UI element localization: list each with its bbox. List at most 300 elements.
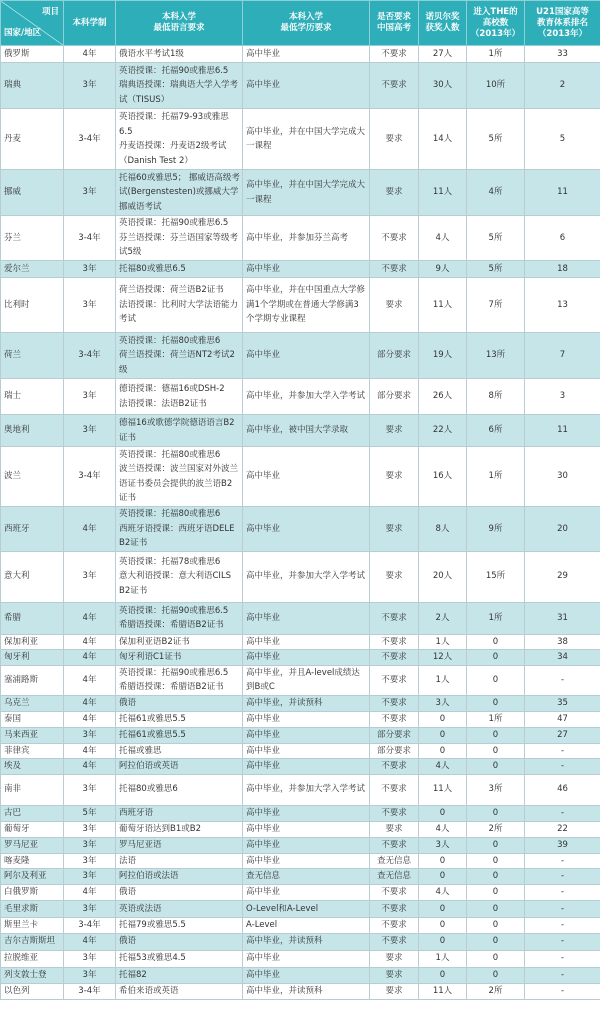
cell-years: 3年	[64, 278, 116, 333]
cell-years: 4年	[64, 602, 116, 634]
cell-education-requirement: 高中毕业	[243, 727, 370, 743]
table-row	[1, 170, 600, 216]
cell-u21-rank: 29	[525, 551, 600, 602]
cell-country: 古巴	[1, 805, 64, 821]
cell-u21-rank: -	[525, 933, 600, 950]
cell-years: 3年	[64, 837, 116, 853]
cell-years: 3年	[64, 551, 116, 602]
table-header-row	[1, 1, 600, 46]
cell-years: 3年	[64, 821, 116, 837]
cell-nobel: 27人	[419, 46, 467, 63]
cell-country: 拉脱维亚	[1, 950, 64, 967]
table-row	[1, 109, 600, 170]
cell-country: 以色列	[1, 983, 64, 999]
cell-u21-rank: 31	[525, 602, 600, 634]
cell-gaokao: 要求	[370, 983, 419, 999]
cell-language-requirement: 阿拉伯语或英语	[116, 759, 243, 775]
cell-the-count: 0	[467, 837, 525, 853]
cell-years: 3年	[64, 774, 116, 805]
cell-nobel: 30人	[419, 63, 467, 109]
cell-years: 3年	[64, 415, 116, 447]
cell-u21-rank: 33	[525, 46, 600, 63]
cell-language-requirement: 英语授课：托福90或雅思6.5 希腊语授课：希腊语B2证书	[116, 602, 243, 634]
cell-country: 丹麦	[1, 109, 64, 170]
cell-language-requirement: 葡萄牙语达到B1或B2	[116, 821, 243, 837]
cell-gaokao: 部分要求	[370, 379, 419, 415]
header-u21: U21国家高等 教育体系排名 （2013年）	[525, 1, 600, 46]
cell-u21-rank: -	[525, 759, 600, 775]
cell-years: 4年	[64, 743, 116, 759]
header-project: 项目	[41, 7, 59, 17]
cell-years: 3年	[64, 379, 116, 415]
cell-gaokao: 要求	[370, 170, 419, 216]
table-row	[1, 665, 600, 695]
table-row	[1, 602, 600, 634]
cell-the-count: 0	[467, 933, 525, 950]
cell-education-requirement: 高中毕业	[243, 507, 370, 552]
table-row	[1, 46, 600, 63]
cell-years: 3年	[64, 950, 116, 967]
cell-language-requirement: 俄语	[116, 885, 243, 901]
cell-education-requirement: 高中毕业，并在中国大学完成大一课程	[243, 170, 370, 216]
table-row	[1, 743, 600, 759]
cell-language-requirement: 英语授课：托福90或雅思6.5 希腊语授课：希腊语B2证书	[116, 665, 243, 695]
cell-language-requirement: 英语授课：托福80或雅思6 西班牙语授课：西班牙语DELE B2证书	[116, 507, 243, 552]
header-the: 进入THE的 高校数 （2013年）	[467, 1, 525, 46]
table-row	[1, 551, 600, 602]
table-row	[1, 983, 600, 999]
cell-years: 3年	[64, 853, 116, 869]
cell-education-requirement: 高中毕业，并参加芬兰高考	[243, 216, 370, 261]
cell-language-requirement: 托福80或雅思6.5	[116, 261, 243, 278]
cell-the-count: 0	[467, 869, 525, 885]
cell-nobel: 3人	[419, 837, 467, 853]
cell-nobel: 0	[419, 918, 467, 934]
cell-country: 瑞士	[1, 379, 64, 415]
cell-education-requirement: 高中毕业	[243, 805, 370, 821]
cell-u21-rank: 38	[525, 634, 600, 650]
cell-gaokao: 部分要求	[370, 333, 419, 379]
cell-education-requirement: 高中毕业，并参加大学入学考试	[243, 774, 370, 805]
cell-u21-rank: 34	[525, 650, 600, 666]
cell-education-requirement: 高中毕业	[243, 602, 370, 634]
cell-country: 吉尔吉斯斯坦	[1, 933, 64, 950]
cell-education-requirement: 高中毕业，并参加大学入学考试	[243, 551, 370, 602]
cell-country: 喀麦隆	[1, 853, 64, 869]
cell-country: 斯里兰卡	[1, 918, 64, 934]
cell-the-count: 2所	[467, 821, 525, 837]
cell-the-count: 0	[467, 634, 525, 650]
cell-language-requirement: 托福61或雅思5.5	[116, 727, 243, 743]
cell-the-count: 0	[467, 650, 525, 666]
cell-education-requirement: 高中毕业，并在中国大学完成大一课程	[243, 109, 370, 170]
table-row	[1, 901, 600, 918]
cell-the-count: 8所	[467, 379, 525, 415]
cell-language-requirement: 保加利亚语B2证书	[116, 634, 243, 650]
cell-gaokao: 要求	[370, 950, 419, 967]
cell-years: 3年	[64, 869, 116, 885]
cell-education-requirement: 高中毕业	[243, 759, 370, 775]
table-row	[1, 278, 600, 333]
cell-nobel: 0	[419, 711, 467, 727]
cell-nobel: 11人	[419, 983, 467, 999]
cell-language-requirement: 德福16或歌德学院德语语言B2证书	[116, 415, 243, 447]
header-country-project	[1, 1, 64, 46]
cell-country: 埃及	[1, 759, 64, 775]
cell-gaokao: 不要求	[370, 759, 419, 775]
cell-years: 3-4年	[64, 983, 116, 999]
header-nobel: 诺贝尔奖 获奖人数	[419, 1, 467, 46]
cell-u21-rank: -	[525, 665, 600, 695]
table-row	[1, 853, 600, 869]
cell-gaokao: 不要求	[370, 837, 419, 853]
cell-u21-rank: -	[525, 869, 600, 885]
cell-country: 菲律宾	[1, 743, 64, 759]
cell-nobel: 0	[419, 869, 467, 885]
cell-education-requirement: 高中毕业	[243, 333, 370, 379]
cell-nobel: 2人	[419, 602, 467, 634]
cell-u21-rank: 30	[525, 447, 600, 507]
cell-the-count: 0	[467, 950, 525, 967]
cell-language-requirement: 英语授课：托福78或雅思6 意大利语授课：意大利语CILS B2证书	[116, 551, 243, 602]
cell-the-count: 1所	[467, 602, 525, 634]
cell-u21-rank: -	[525, 901, 600, 918]
cell-education-requirement: 高中毕业	[243, 650, 370, 666]
cell-gaokao: 不要求	[370, 46, 419, 63]
cell-the-count: 3所	[467, 774, 525, 805]
cell-gaokao: 不要求	[370, 665, 419, 695]
cell-gaokao: 要求	[370, 109, 419, 170]
cell-years: 3-4年	[64, 216, 116, 261]
table-row	[1, 379, 600, 415]
cell-education-requirement: 查无信息	[243, 869, 370, 885]
cell-nobel: 11人	[419, 774, 467, 805]
cell-the-count: 0	[467, 743, 525, 759]
cell-language-requirement: 俄语	[116, 933, 243, 950]
table-row	[1, 415, 600, 447]
cell-years: 3年	[64, 170, 116, 216]
header-gaokao: 是否要求 中国高考	[370, 1, 419, 46]
cell-the-count: 6所	[467, 415, 525, 447]
cell-education-requirement: 高中毕业，并参加大学入学考试	[243, 379, 370, 415]
cell-years: 3年	[64, 727, 116, 743]
table-row	[1, 885, 600, 901]
cell-gaokao: 要求	[370, 415, 419, 447]
cell-the-count: 0	[467, 759, 525, 775]
cell-education-requirement: 高中毕业	[243, 46, 370, 63]
table-row	[1, 774, 600, 805]
cell-years: 3-4年	[64, 918, 116, 934]
cell-education-requirement: 高中毕业	[243, 967, 370, 983]
cell-nobel: 3人	[419, 695, 467, 711]
cell-years: 4年	[64, 665, 116, 695]
cell-gaokao: 不要求	[370, 918, 419, 934]
cell-u21-rank: 6	[525, 216, 600, 261]
cell-years: 3-4年	[64, 447, 116, 507]
cell-education-requirement: 高中毕业	[243, 853, 370, 869]
cell-nobel: 11人	[419, 278, 467, 333]
cell-education-requirement: 高中毕业	[243, 711, 370, 727]
cell-language-requirement: 英语授课：托福80或雅思6 荷兰语授课：荷兰语NT2考试2级	[116, 333, 243, 379]
cell-years: 3年	[64, 901, 116, 918]
cell-nobel: 9人	[419, 261, 467, 278]
table-row	[1, 333, 600, 379]
cell-nobel: 1人	[419, 665, 467, 695]
cell-country: 比利时	[1, 278, 64, 333]
cell-country: 葡萄牙	[1, 821, 64, 837]
table-row	[1, 695, 600, 711]
cell-education-requirement: 高中毕业，并读预科	[243, 983, 370, 999]
cell-years: 4年	[64, 695, 116, 711]
cell-the-count: 2所	[467, 983, 525, 999]
cell-the-count: 9所	[467, 507, 525, 552]
cell-years: 4年	[64, 711, 116, 727]
table-row	[1, 918, 600, 934]
table-row	[1, 650, 600, 666]
cell-education-requirement: 高中毕业	[243, 261, 370, 278]
cell-u21-rank: 35	[525, 695, 600, 711]
table-row	[1, 634, 600, 650]
cell-nobel: 16人	[419, 447, 467, 507]
cell-u21-rank: -	[525, 805, 600, 821]
cell-the-count: 0	[467, 727, 525, 743]
cell-language-requirement: 托福或雅思	[116, 743, 243, 759]
cell-u21-rank: 47	[525, 711, 600, 727]
cell-education-requirement: 高中毕业	[243, 885, 370, 901]
cell-language-requirement: 阿拉伯语或法语	[116, 869, 243, 885]
cell-u21-rank: 18	[525, 261, 600, 278]
table-row	[1, 805, 600, 821]
cell-education-requirement: O-Level和A-Level	[243, 901, 370, 918]
cell-nobel: 1人	[419, 950, 467, 967]
cell-u21-rank: -	[525, 853, 600, 869]
cell-gaokao: 不要求	[370, 634, 419, 650]
table-body	[1, 46, 600, 1000]
table-row	[1, 821, 600, 837]
cell-the-count: 5所	[467, 109, 525, 170]
cell-nobel: 0	[419, 901, 467, 918]
cell-gaokao: 要求	[370, 447, 419, 507]
table-row	[1, 447, 600, 507]
cell-language-requirement: 俄语	[116, 695, 243, 711]
cell-gaokao: 不要求	[370, 774, 419, 805]
cell-gaokao: 不要求	[370, 901, 419, 918]
cell-gaokao: 不要求	[370, 602, 419, 634]
cell-the-count: 1所	[467, 46, 525, 63]
cell-education-requirement: 高中毕业，并在中国重点大学修满1个学期或在普通大学修满3个学期专业课程	[243, 278, 370, 333]
cell-years: 3年	[64, 261, 116, 278]
cell-country: 乌克兰	[1, 695, 64, 711]
cell-country: 荷兰	[1, 333, 64, 379]
cell-gaokao: 不要求	[370, 711, 419, 727]
cell-the-count: 0	[467, 665, 525, 695]
cell-education-requirement: 高中毕业，并读预科	[243, 933, 370, 950]
cell-education-requirement: 高中毕业，并且A-level成绩达到B或C	[243, 665, 370, 695]
table-row	[1, 711, 600, 727]
cell-nobel: 4人	[419, 759, 467, 775]
cell-country: 俄罗斯	[1, 46, 64, 63]
cell-education-requirement: 高中毕业，被中国大学录取	[243, 415, 370, 447]
cell-gaokao: 不要求	[370, 216, 419, 261]
cell-nobel: 0	[419, 933, 467, 950]
header-country: 国家/地区	[4, 28, 42, 38]
cell-country: 西班牙	[1, 507, 64, 552]
table-row	[1, 261, 600, 278]
cell-years: 3年	[64, 63, 116, 109]
cell-gaokao: 不要求	[370, 261, 419, 278]
cell-nobel: 11人	[419, 170, 467, 216]
cell-gaokao: 不要求	[370, 695, 419, 711]
cell-nobel: 1人	[419, 634, 467, 650]
cell-gaokao: 不要求	[370, 650, 419, 666]
cell-language-requirement: 英语授课：托福90或雅思6.5 芬兰语授课：芬兰语国家等级考试5级	[116, 216, 243, 261]
cell-years: 5年	[64, 805, 116, 821]
cell-gaokao: 不要求	[370, 63, 419, 109]
table-row	[1, 933, 600, 950]
header-edu-req: 本科入学 最低学历要求	[243, 1, 370, 46]
table-row	[1, 216, 600, 261]
table-row	[1, 837, 600, 853]
cell-language-requirement: 英语授课：托福79-93或雅思6.5 丹麦语授课：丹麦语2级考试（Danish Test 2）	[116, 109, 243, 170]
cell-the-count: 0	[467, 901, 525, 918]
table-row	[1, 967, 600, 983]
cell-country: 泰国	[1, 711, 64, 727]
cell-u21-rank: 7	[525, 333, 600, 379]
cell-language-requirement: 托福80或雅思6	[116, 774, 243, 805]
cell-education-requirement: 高中毕业，并读预科	[243, 695, 370, 711]
cell-country: 阿尔及利亚	[1, 869, 64, 885]
cell-nobel: 8人	[419, 507, 467, 552]
cell-u21-rank: 46	[525, 774, 600, 805]
cell-country: 匈牙利	[1, 650, 64, 666]
cell-language-requirement: 托福61或雅思5.5	[116, 711, 243, 727]
cell-country: 芬兰	[1, 216, 64, 261]
cell-education-requirement: 高中毕业	[243, 447, 370, 507]
cell-the-count: 0	[467, 805, 525, 821]
cell-nobel: 20人	[419, 551, 467, 602]
cell-the-count: 0	[467, 918, 525, 934]
cell-gaokao: 要求	[370, 278, 419, 333]
cell-years: 4年	[64, 46, 116, 63]
cell-language-requirement: 荷兰语授课：荷兰语B2证书 法语授课：比利时大学法语能力考试	[116, 278, 243, 333]
cell-language-requirement: 西班牙语	[116, 805, 243, 821]
cell-gaokao: 不要求	[370, 933, 419, 950]
cell-the-count: 1所	[467, 711, 525, 727]
cell-language-requirement: 英语授课：托福80或雅思6 波兰语授课：波兰国家对外波兰语证书委员会提供的波兰语B2证书	[116, 447, 243, 507]
cell-country: 希腊	[1, 602, 64, 634]
cell-language-requirement: 英语授课：托福90或雅思6.5 瑞典语授课：瑞典语大学入学考试（TISUS）	[116, 63, 243, 109]
cell-the-count: 7所	[467, 278, 525, 333]
cell-language-requirement: 托福82	[116, 967, 243, 983]
cell-u21-rank: 3	[525, 379, 600, 415]
cell-the-count: 0	[467, 967, 525, 983]
cell-years: 3-4年	[64, 109, 116, 170]
cell-education-requirement: 高中毕业	[243, 743, 370, 759]
cell-country: 瑞典	[1, 63, 64, 109]
cell-country: 塞浦路斯	[1, 665, 64, 695]
cell-gaokao: 部分要求	[370, 743, 419, 759]
cell-language-requirement: 希伯来语或英语	[116, 983, 243, 999]
cell-u21-rank: 13	[525, 278, 600, 333]
cell-nobel: 12人	[419, 650, 467, 666]
cell-language-requirement: 法语	[116, 853, 243, 869]
cell-gaokao: 要求	[370, 967, 419, 983]
table-row	[1, 869, 600, 885]
cell-gaokao: 要求	[370, 507, 419, 552]
cell-country: 南非	[1, 774, 64, 805]
cell-language-requirement: 托福53或雅思4.5	[116, 950, 243, 967]
cell-country: 保加利亚	[1, 634, 64, 650]
cell-years: 4年	[64, 634, 116, 650]
cell-education-requirement: 高中毕业	[243, 821, 370, 837]
header-years: 本科学制	[64, 1, 116, 46]
cell-u21-rank: 20	[525, 507, 600, 552]
cell-country: 奥地利	[1, 415, 64, 447]
cell-country: 马来西亚	[1, 727, 64, 743]
cell-nobel: 0	[419, 805, 467, 821]
cell-education-requirement: 高中毕业	[243, 837, 370, 853]
cell-the-count: 4所	[467, 170, 525, 216]
cell-country: 挪威	[1, 170, 64, 216]
cell-years: 4年	[64, 933, 116, 950]
cell-gaokao: 要求	[370, 551, 419, 602]
cell-the-count: 10所	[467, 63, 525, 109]
cell-language-requirement: 俄语水平考试1级	[116, 46, 243, 63]
cell-gaokao: 查无信息	[370, 853, 419, 869]
cell-country: 白俄罗斯	[1, 885, 64, 901]
cell-u21-rank: -	[525, 885, 600, 901]
table-row	[1, 727, 600, 743]
cell-nobel: 0	[419, 743, 467, 759]
cell-years: 4年	[64, 507, 116, 552]
cell-nobel: 0	[419, 727, 467, 743]
cell-u21-rank: -	[525, 967, 600, 983]
cell-language-requirement: 德语授课：德福16或DSH-2 法语授课：法语B2证书	[116, 379, 243, 415]
cell-language-requirement: 匈牙利语C1证书	[116, 650, 243, 666]
cell-nobel: 26人	[419, 379, 467, 415]
cell-u21-rank: -	[525, 743, 600, 759]
cell-the-count: 15所	[467, 551, 525, 602]
cell-u21-rank: 5	[525, 109, 600, 170]
cell-language-requirement: 英语或法语	[116, 901, 243, 918]
cell-u21-rank: -	[525, 918, 600, 934]
cell-years: 4年	[64, 759, 116, 775]
cell-country: 爱尔兰	[1, 261, 64, 278]
cell-education-requirement: A-Level	[243, 918, 370, 934]
cell-the-count: 5所	[467, 216, 525, 261]
cell-the-count: 5所	[467, 261, 525, 278]
cell-years: 3年	[64, 967, 116, 983]
cell-years: 4年	[64, 885, 116, 901]
table-row	[1, 507, 600, 552]
table-row	[1, 759, 600, 775]
cell-language-requirement: 罗马尼亚语	[116, 837, 243, 853]
cell-nobel: 4人	[419, 821, 467, 837]
cell-nobel: 22人	[419, 415, 467, 447]
cell-education-requirement: 高中毕业	[243, 634, 370, 650]
cell-u21-rank: 27	[525, 727, 600, 743]
cell-gaokao: 查无信息	[370, 869, 419, 885]
cell-u21-rank: 39	[525, 837, 600, 853]
cell-u21-rank: 11	[525, 415, 600, 447]
cell-u21-rank: -	[525, 983, 600, 999]
cell-the-count: 1所	[467, 447, 525, 507]
cell-education-requirement: 高中毕业	[243, 950, 370, 967]
cell-country: 列支敦士登	[1, 967, 64, 983]
cell-country: 意大利	[1, 551, 64, 602]
cell-nobel: 14人	[419, 109, 467, 170]
cell-country: 波兰	[1, 447, 64, 507]
